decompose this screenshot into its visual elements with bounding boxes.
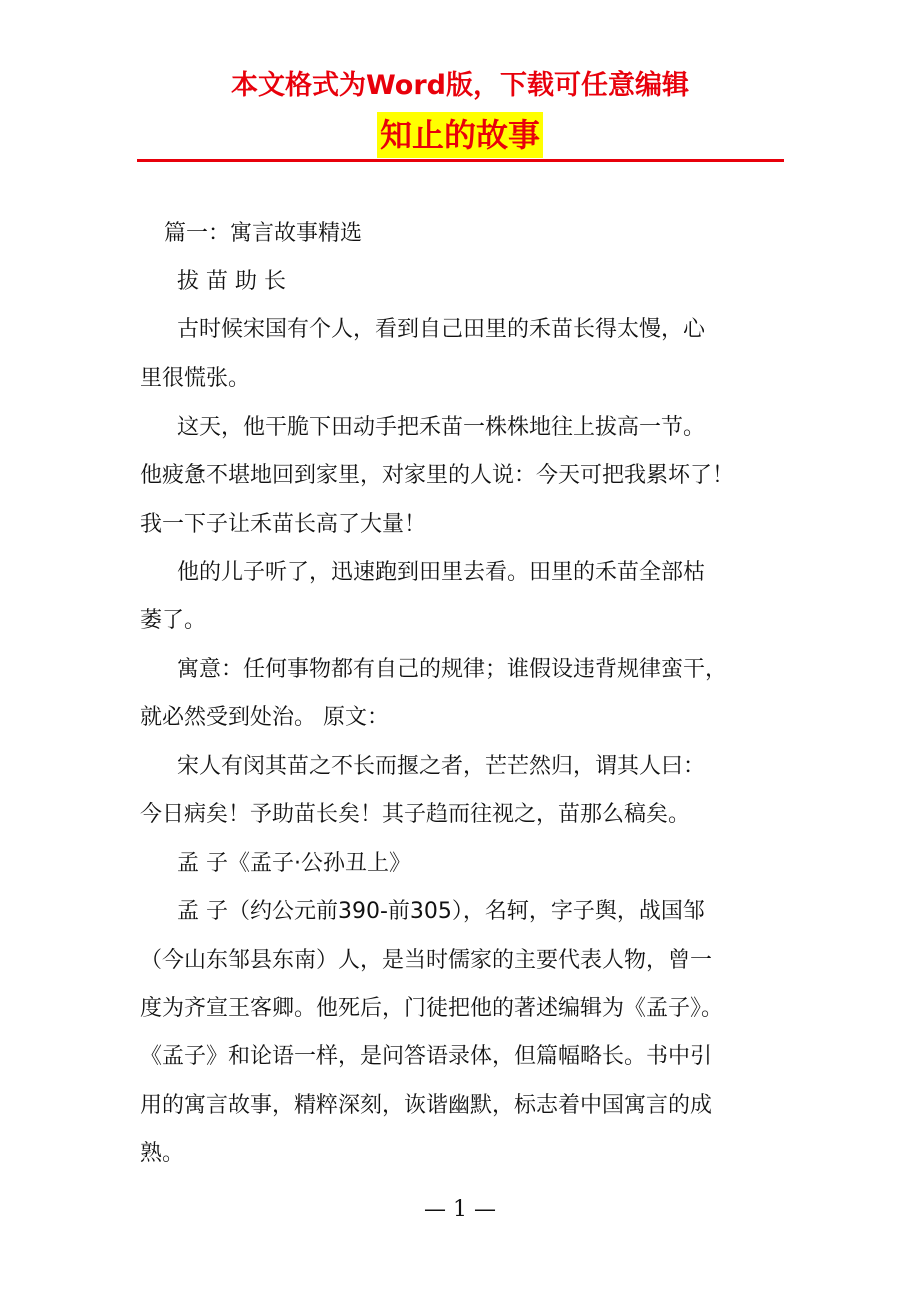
title-divider [137,159,784,162]
body-line: 他的儿子听了，迅速跑到田里去看。田里的禾苗全部枯 [177,560,706,585]
story-title: 拔 苗 助 长 [177,269,286,294]
body-line: 他疲惫不堪地回到家里，对家里的人说：今天可把我累坏了！ [140,463,735,488]
body-line: 熟。 [140,1141,185,1166]
body-line: 古时候宋国有个人，看到自己田里的禾苗长得太慢，心 [177,317,706,342]
body-line: 我一下子让禾苗长高了大量！ [140,512,427,537]
page-number: — 1 — [424,1197,496,1222]
body-line: 这天，他干脆下田动手把禾苗一株株地往上拔高一节。 [177,415,706,440]
body-line: 孟 子（约公元前390-前305），名轲，字子舆，战国邹 [177,899,705,924]
source-citation: 孟 子《孟子·公孙丑上》 [177,851,411,876]
body-line: 今日病矣！予助苗长矣！其子趋而往视之，苗那么稿矣。 [140,802,691,827]
body-line: 萎了。 [140,608,207,633]
body-line: 宋人有闵其苗之不长而揠之者，芒芒然归，谓其人曰： [177,754,706,779]
body-line: 度为齐宣王客卿。他死后，门徒把他的著述编辑为《孟子》。 [140,996,724,1021]
body-line: 就必然受到处治。 原文： [140,705,389,730]
body-line: 寓意：任何事物都有自己的规律；谁假设违背规律蛮干， [177,657,728,682]
body-line: （今山东邹县东南）人，是当时儒家的主要代表人物，曾一 [140,948,713,973]
document-title: 知止的故事 [377,112,543,158]
title-container [0,112,920,158]
body-line: 《孟子》和论语一样，是问答语录体，但篇幅略长。书中引 [140,1044,713,1069]
body-line: 里很慌张。 [140,366,251,391]
format-notice: 本文格式为Word版，下载可任意编辑 [230,70,689,101]
body-line: 用的寓言故事，精粹深刻，诙谐幽默，标志着中国寓言的成 [140,1093,713,1118]
section-heading: 篇一：寓言故事精选 [164,221,363,246]
